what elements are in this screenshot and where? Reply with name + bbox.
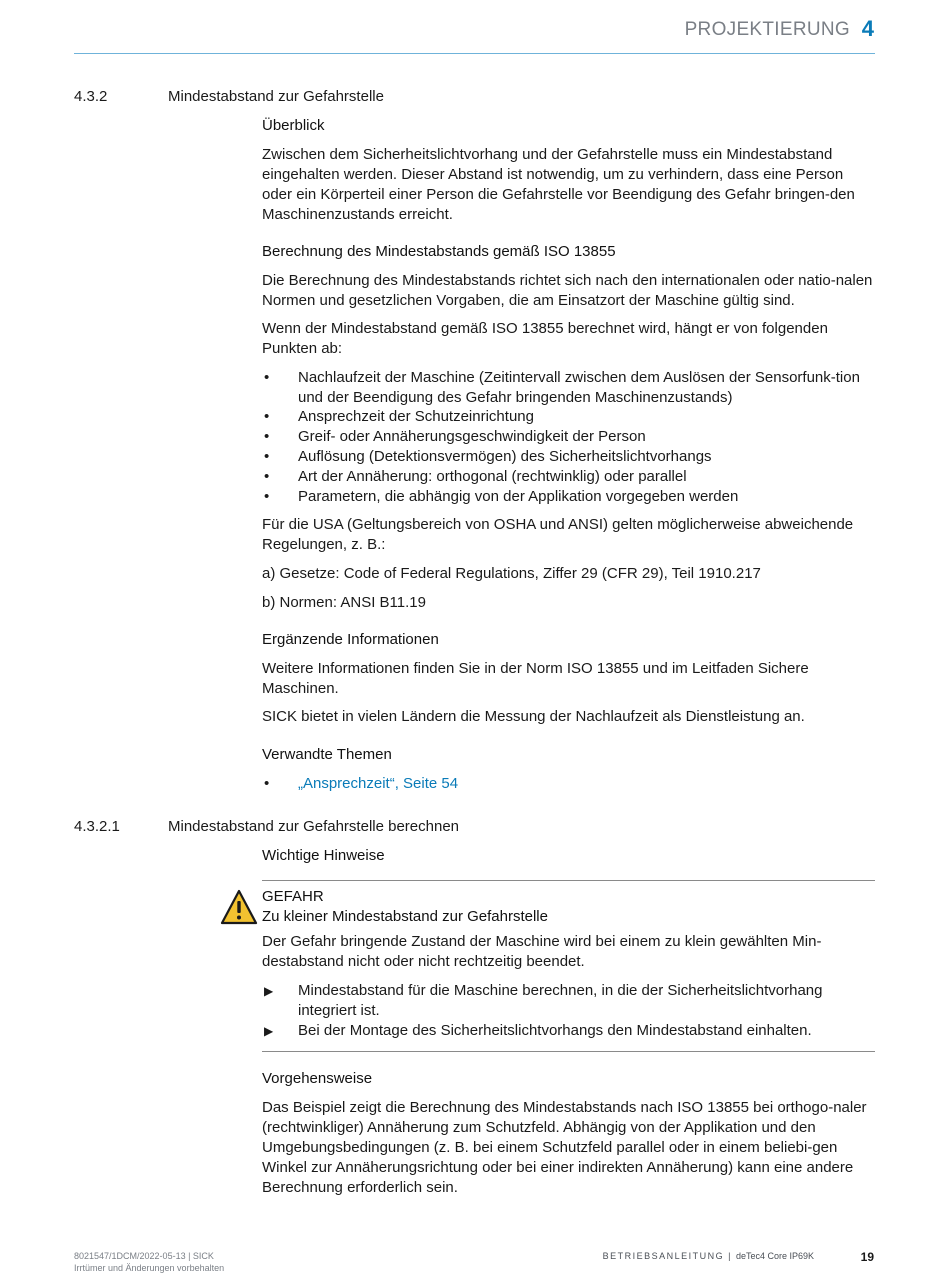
action-arrow-icon: ▶ <box>264 984 274 998</box>
additional-heading: Ergänzende Informationen <box>262 631 439 648</box>
action-item-text: Bei der Montage des Sicherheitslichtvorhangs den Mindestabstand einhalten. <box>298 1022 812 1039</box>
footer-manual-label: BETRIEBSANLEITUNG <box>602 1251 725 1261</box>
danger-title: Zu kleiner Mindestabstand zur Gefahrstelle <box>262 908 548 925</box>
bullet: • <box>264 488 270 505</box>
usa-standards: b) Normen: ANSI B11.19 <box>262 594 426 611</box>
danger-label: GEFAHR <box>262 888 324 905</box>
procedure-text: Das Beispiel zeigt die Berechnung des Mindestabstands nach ISO 13855 bei orthogo-naler (rechtwinkliger) Annäherung zum Schutzfeld. Abhängig von der Applikation und den Umgebungsbedingungen (z. B. bei einem Schutzfeld parallel oder in einem beliebi-gen Winkel zur Annäherungsrichtung oder bei einer indirekten Annäherung) kann eine andere Berechnung erforderlich sein. <box>262 1099 867 1196</box>
danger-bottom-rule <box>262 1051 875 1052</box>
action-arrow-icon: ▶ <box>264 1024 274 1038</box>
action-item-text: Mindestabstand für die Maschine berechnen, in die der Sicherheitslichtvorhang integriert ist. <box>298 982 823 1019</box>
bullet: • <box>264 408 270 425</box>
procedure-heading: Vorgehensweise <box>262 1070 373 1087</box>
footer-doc-info <box>74 1250 224 1274</box>
notes-heading: Wichtige Hinweise <box>262 847 385 864</box>
danger-text: Der Gefahr bringende Zustand der Maschine wird bei einem zu klein gewählten Min-destabstand nicht oder nicht rechtzeitig beendet. <box>262 933 822 970</box>
subsection-title: Mindestabstand zur Gefahrstelle berechnen <box>168 818 460 835</box>
additional-text-1: Weitere Informationen finden Sie in der Norm ISO 13855 und im Leitfaden Sichere Maschinen. <box>262 660 809 697</box>
footer-separator: | <box>724 1251 736 1261</box>
chapter-title: PROJEKTIERUNG <box>684 19 850 40</box>
calc-text-2: Wenn der Mindestabstand gemäß ISO 13855 berechnet wird, hängt er von folgenden Punkten ab: <box>262 320 828 357</box>
footer-disclaimer: Irrtümer und Änderungen vorbehalten <box>74 1263 225 1273</box>
bullet: • <box>264 428 270 445</box>
usa-text: Für die USA (Geltungsbereich von OSHA und ANSI) gelten möglicherweise abweichende Regelungen, z. B.: <box>262 516 854 553</box>
page-number: 19 <box>860 1250 874 1264</box>
usa-laws: a) Gesetze: Code of Federal Regulations, Ziffer 29 (CFR 29), Teil 1910.217 <box>262 565 761 582</box>
bullet: • <box>264 448 270 465</box>
bullet: • <box>264 468 270 485</box>
warning-triangle-icon <box>220 889 258 925</box>
chapter-number: 4 <box>861 16 874 41</box>
danger-top-rule <box>262 880 875 881</box>
section-number: 4.3.2 <box>74 88 108 105</box>
subsection-number: 4.3.2.1 <box>74 818 120 835</box>
section-title: Mindestabstand zur Gefahrstelle <box>168 88 384 105</box>
bullet: • <box>264 369 270 386</box>
footer-doc-id: 8021547/1DCM/2022-05-13 | SICK <box>74 1251 214 1261</box>
header-divider <box>74 53 875 54</box>
related-topic-link[interactable]: „Ansprechzeit“, Seite 54 <box>298 775 459 792</box>
additional-text-2: SICK bietet in vielen Ländern die Messung der Nachlaufzeit als Dienstleistung an. <box>262 708 805 725</box>
list-item-text: Art der Annäherung: orthogonal (rechtwinklig) oder parallel <box>298 468 687 485</box>
calc-heading: Berechnung des Mindestabstands gemäß ISO 13855 <box>262 243 616 260</box>
list-item-text: Parametern, die abhängig von der Applikation vorgegeben werden <box>298 488 739 505</box>
calc-text-1: Die Berechnung des Mindestabstands richtet sich nach den internationalen oder natio-nalen Normen und gesetzlichen Vorgaben, die am Einsatzort der Maschine gültig sind. <box>262 272 873 309</box>
overview-heading: Überblick <box>262 117 325 134</box>
list-item-text: Auflösung (Detektionsvermögen) des Sicherheitslichtvorhangs <box>298 448 712 465</box>
list-item-text: Ansprechzeit der Schutzeinrichtung <box>298 408 534 425</box>
footer-manual <box>603 1251 814 1261</box>
related-heading: Verwandte Themen <box>262 746 392 763</box>
overview-text: Zwischen dem Sicherheitslichtvorhang und der Gefahrstelle muss ein Mindestabstand eingehalten werden. Dieser Abstand ist notwendig, um zu verhindern, dass eine Person oder ein Körperteil einer Person die Gefahrstelle vor Beendigung des Gefahr bringen-den Maschinenzustands erreicht. <box>262 146 855 223</box>
list-item-text: Nachlaufzeit der Maschine (Zeitintervall zwischen dem Auslösen der Sensorfunk-tion und der Beendigung des Gefahr bringenden Maschinenzustands) <box>298 369 860 406</box>
bullet: • <box>264 775 270 792</box>
footer-product: deTec4 Core IP69K <box>735 1251 814 1261</box>
list-item-text: Greif- oder Annäherungsgeschwindigkeit der Person <box>298 428 646 445</box>
